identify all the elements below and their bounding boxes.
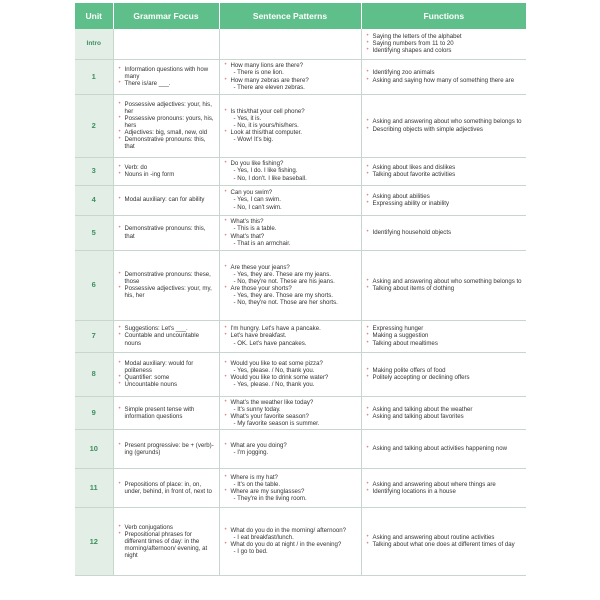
pattern-item: • What's the weather like today?	[224, 399, 357, 406]
function-item: • Politely accepting or declining offers	[366, 374, 523, 381]
pattern-item: - I go to bed.	[233, 548, 268, 556]
function-item: • Identifying household objects	[366, 229, 523, 236]
patterns-cell	[219, 59, 361, 94]
unit-cell: 12	[75, 507, 113, 575]
grammar-item: • Quantifier: some	[118, 374, 215, 381]
function-item: • Talking about mealtimes	[366, 340, 523, 347]
functions-cell-list	[366, 229, 523, 236]
pattern-item: • Where is my hat?	[224, 474, 357, 481]
patterns-cell-list	[224, 474, 357, 502]
functions-cell	[361, 94, 526, 157]
functions-cell	[361, 396, 526, 429]
function-item: • Talking about items of clothing	[366, 285, 523, 292]
unit-cell: 3	[75, 157, 113, 185]
unit-cell: 10	[75, 429, 113, 468]
function-item: • Describing objects with simple adjectives	[366, 126, 523, 133]
pattern-item: - There is one lion.	[233, 69, 284, 77]
patterns-cell-list	[224, 442, 357, 456]
functions-cell-list	[366, 278, 523, 292]
pattern-item: • Would you like to eat some pizza?	[224, 360, 357, 367]
functions-cell-list	[366, 118, 523, 132]
pattern-item: • What's that?	[224, 233, 357, 240]
pattern-item: • Where are my sunglasses?	[224, 488, 357, 495]
pattern-item: - Yes, please. / No, thank you.	[233, 381, 315, 389]
grammar-cell	[113, 507, 219, 575]
pattern-item: • Do you like fishing?	[224, 160, 357, 167]
patterns-cell-list	[224, 360, 357, 388]
grammar-cell	[113, 468, 219, 507]
curriculum-table	[75, 3, 526, 576]
unit-cell: 1	[75, 59, 113, 94]
pattern-item: - This is a table.	[233, 225, 277, 233]
pattern-item: • Look at this/that computer.	[224, 129, 357, 136]
patterns-cell	[219, 29, 361, 59]
table-row	[75, 29, 526, 59]
functions-cell-list	[366, 33, 523, 54]
header-sentence-patterns: Sentence Patterns	[219, 3, 361, 29]
functions-cell	[361, 468, 526, 507]
grammar-cell	[113, 185, 219, 215]
grammar-item: • Prepositional phrases for different times of day: in the morning/afternoon/ evening, at night	[118, 531, 215, 559]
table-body	[75, 29, 526, 575]
pattern-item: - I'm jogging.	[233, 448, 269, 456]
functions-cell	[361, 215, 526, 250]
patterns-cell	[219, 185, 361, 215]
pattern-item: • Are these your jeans?	[224, 264, 357, 271]
patterns-cell	[219, 429, 361, 468]
patterns-cell-list	[224, 218, 357, 246]
pattern-item: • Let's have breakfast.	[224, 332, 357, 339]
patterns-cell	[219, 250, 361, 320]
patterns-cell-list	[224, 108, 357, 143]
pattern-item: • I'm hungry. Let's have a pancake.	[224, 325, 357, 332]
functions-cell-list	[366, 445, 523, 452]
grammar-item: • Adjectives: big, small, new, old	[118, 129, 215, 136]
grammar-item: • Countable and uncountable nouns	[118, 332, 215, 346]
functions-cell-list	[366, 164, 523, 178]
function-item: • Asking about likes and dislikes	[366, 164, 523, 171]
functions-cell	[361, 250, 526, 320]
functions-cell	[361, 429, 526, 468]
pattern-item: - Wow! It's big.	[233, 136, 274, 144]
patterns-cell	[219, 396, 361, 429]
patterns-cell-list	[224, 189, 357, 210]
function-item: • Expressing ability or inability	[366, 200, 523, 207]
table-row	[75, 352, 526, 396]
grammar-item: • Possessive pronouns: yours, his, hers	[118, 115, 215, 129]
pattern-item: • Are those your shorts?	[224, 285, 357, 292]
grammar-cell	[113, 215, 219, 250]
unit-cell: 6	[75, 250, 113, 320]
functions-cell-list	[366, 534, 523, 548]
table-row	[75, 185, 526, 215]
grammar-item: • Modal auxiliary: can for ability	[118, 196, 215, 203]
pattern-item: • What do you do in the morning/ afternoon?	[224, 527, 357, 534]
grammar-item: • Possessive adjectives: your, my, his, her	[118, 285, 215, 299]
patterns-cell	[219, 352, 361, 396]
grammar-cell-list	[118, 442, 215, 456]
functions-cell-list	[366, 69, 523, 83]
pattern-item: - No, I can't swim.	[233, 203, 282, 211]
unit-cell: 7	[75, 320, 113, 352]
table-row	[75, 429, 526, 468]
pattern-item: - Yes, they are. Those are my shorts.	[233, 292, 333, 300]
grammar-item: • Modal auxiliary: would for politeness	[118, 360, 215, 374]
pattern-item: • How many zebras are there?	[224, 77, 357, 84]
pattern-item: • What are you doing?	[224, 442, 357, 449]
function-item: • Asking and talking about activities happening now	[366, 445, 523, 452]
pattern-item: - Yes, I can swim.	[233, 196, 281, 204]
grammar-cell-list	[118, 101, 215, 151]
header-functions: Functions	[361, 3, 526, 29]
patterns-cell	[219, 507, 361, 575]
pattern-item: - Yes, I do. I like fishing.	[233, 167, 298, 175]
function-item: • Asking and answering about routine activities	[366, 534, 523, 541]
pattern-item: • How many lions are there?	[224, 62, 357, 69]
grammar-item: • Demonstrative pronouns: these, those	[118, 271, 215, 285]
function-item: • Making polite offers of food	[366, 367, 523, 374]
pattern-item: - No, they're not. Those are her shorts.	[233, 299, 338, 307]
table-row	[75, 507, 526, 575]
unit-cell: 9	[75, 396, 113, 429]
curriculum-table-container	[75, 3, 526, 576]
header-unit: Unit	[75, 3, 113, 29]
grammar-cell	[113, 157, 219, 185]
function-item: • Asking and answering about where things are	[366, 481, 523, 488]
grammar-cell-list	[118, 66, 215, 87]
grammar-cell-list	[118, 271, 215, 299]
functions-cell-list	[366, 325, 523, 346]
pattern-item: - They're in the living room.	[233, 494, 307, 502]
functions-cell-list	[366, 481, 523, 495]
grammar-item: • Information questions with how many	[118, 66, 215, 80]
pattern-item: - I eat breakfast/lunch.	[233, 534, 294, 542]
grammar-cell-list	[118, 196, 215, 203]
patterns-cell-list	[224, 399, 357, 427]
grammar-item: • Uncountable nouns	[118, 381, 215, 388]
functions-cell-list	[366, 406, 523, 420]
pattern-item: - Yes, they are. These are my jeans.	[233, 270, 331, 278]
function-item: • Making a suggestion	[366, 332, 523, 339]
grammar-item: • There is/are ___.	[118, 80, 215, 87]
patterns-cell	[219, 320, 361, 352]
function-item: • Asking and answering about who something belongs to	[366, 118, 523, 125]
grammar-item: • Nouns in -ing form	[118, 171, 215, 178]
grammar-cell	[113, 396, 219, 429]
table-row	[75, 59, 526, 94]
header-grammar-focus: Grammar Focus	[113, 3, 219, 29]
functions-cell	[361, 185, 526, 215]
function-item: • Asking and talking about the weather	[366, 406, 523, 413]
function-item: • Identifying shapes and colors	[366, 47, 523, 54]
pattern-item: • What's your favorite season?	[224, 413, 357, 420]
unit-cell: 2	[75, 94, 113, 157]
pattern-item: - Yes, it is.	[233, 114, 262, 122]
grammar-item: • Demonstrative pronouns: this, that	[118, 225, 215, 239]
grammar-cell	[113, 59, 219, 94]
unit-cell: Intro	[75, 29, 113, 59]
function-item: • Identifying locations in a house	[366, 488, 523, 495]
grammar-item: • Demonstrative pronouns: this, that	[118, 136, 215, 150]
grammar-item: • Prepositions of place: in, on, under, behind, in front of, next to	[118, 481, 215, 495]
grammar-item: • Simple present tense with information questions	[118, 406, 215, 420]
pattern-item: - There are eleven zebras.	[233, 83, 305, 91]
table-row	[75, 215, 526, 250]
pattern-item: - It's sunny today.	[233, 405, 281, 413]
patterns-cell	[219, 215, 361, 250]
unit-cell: 11	[75, 468, 113, 507]
unit-cell: 4	[75, 185, 113, 215]
grammar-item: • Present progressive: be + (verb)-ing (gerunds)	[118, 442, 215, 456]
patterns-cell-list	[224, 527, 357, 555]
patterns-cell-list	[224, 264, 357, 307]
grammar-item: • Suggestions: Let's ___.	[118, 325, 215, 332]
pattern-item: • What do you do at night / in the evening?	[224, 541, 357, 548]
function-item: • Expressing hunger	[366, 325, 523, 332]
grammar-cell	[113, 250, 219, 320]
function-item: • Asking and answering about who something belongs to	[366, 278, 523, 285]
patterns-cell-list	[224, 160, 357, 181]
function-item: • Identifying zoo animals	[366, 69, 523, 76]
grammar-item: • Possessive adjectives: your, his, her	[118, 101, 215, 115]
grammar-cell-list	[118, 406, 215, 420]
patterns-cell	[219, 94, 361, 157]
grammar-cell-list	[118, 481, 215, 495]
grammar-cell	[113, 429, 219, 468]
function-item: • Asking about abilities	[366, 193, 523, 200]
table-row	[75, 468, 526, 507]
functions-cell	[361, 320, 526, 352]
function-item: • Saying numbers from 11 to 20	[366, 40, 523, 47]
pattern-item: - My favorite season is summer.	[233, 419, 320, 427]
table-header-row	[75, 3, 526, 29]
function-item: • Talking about what one does at different times of day	[366, 541, 523, 548]
function-item: • Talking about favorite activities	[366, 171, 523, 178]
grammar-cell	[113, 29, 219, 59]
patterns-cell	[219, 468, 361, 507]
function-item: • Asking and saying how many of something there are	[366, 77, 523, 84]
functions-cell	[361, 29, 526, 59]
table-row	[75, 157, 526, 185]
functions-cell	[361, 507, 526, 575]
functions-cell-list	[366, 193, 523, 207]
grammar-cell-list	[118, 524, 215, 559]
pattern-item: - No, they're not. These are his jeans.	[233, 277, 335, 285]
pattern-item: - It's on the table.	[233, 480, 281, 488]
patterns-cell	[219, 157, 361, 185]
grammar-cell-list	[118, 360, 215, 388]
grammar-cell-list	[118, 225, 215, 239]
table-row	[75, 94, 526, 157]
unit-cell: 5	[75, 215, 113, 250]
pattern-item: • Is this/that your cell phone?	[224, 108, 357, 115]
pattern-item: • Would you like to drink some water?	[224, 374, 357, 381]
grammar-cell-list	[118, 325, 215, 346]
function-item: • Saying the letters of the alphabet	[366, 33, 523, 40]
grammar-cell-list	[118, 164, 215, 178]
table-row	[75, 250, 526, 320]
functions-cell	[361, 59, 526, 94]
grammar-item: • Verb: do	[118, 164, 215, 171]
functions-cell	[361, 157, 526, 185]
grammar-cell	[113, 320, 219, 352]
function-item: • Asking and talking about favorites	[366, 413, 523, 420]
pattern-item: • What's this?	[224, 218, 357, 225]
patterns-cell-list	[224, 325, 357, 346]
grammar-cell	[113, 352, 219, 396]
pattern-item: - No, it is yours/his/hers.	[233, 121, 299, 129]
pattern-item: - OK. Let's have pancakes.	[233, 339, 307, 347]
pattern-item: - No, I don't. I like baseball.	[233, 174, 307, 182]
table-row	[75, 320, 526, 352]
grammar-item: • Verb conjugations	[118, 524, 215, 531]
unit-cell: 8	[75, 352, 113, 396]
pattern-item: - Yes, please. / No, thank you.	[233, 366, 315, 374]
grammar-cell	[113, 94, 219, 157]
patterns-cell-list	[224, 62, 357, 90]
table-row	[75, 396, 526, 429]
pattern-item: - That is an armchair.	[233, 239, 291, 247]
functions-cell-list	[366, 367, 523, 381]
pattern-item: • Can you swim?	[224, 189, 357, 196]
functions-cell	[361, 352, 526, 396]
